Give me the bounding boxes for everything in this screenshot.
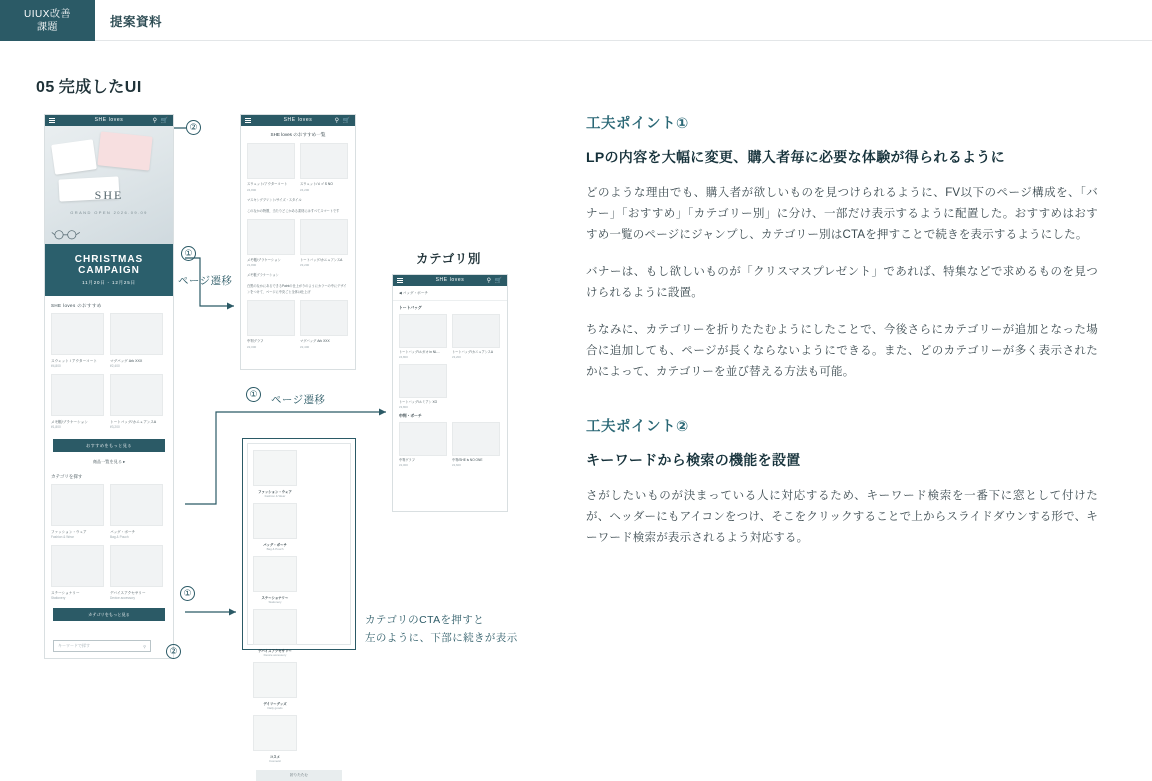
product-grid: [241, 143, 355, 192]
product-note: このなかの特徴、当たりどこかある素材にはすべてスマートです: [247, 208, 340, 213]
annotation-badge-2-top: ②: [186, 120, 201, 135]
category-name: デイリーグッズ: [263, 702, 287, 706]
category-name: デバイスアクセサリー: [258, 649, 292, 653]
annotation-page-move-2: ページ遷移: [271, 394, 326, 406]
product-name: 中判グラフ: [399, 458, 415, 462]
category-card[interactable]: [253, 556, 297, 604]
category-card[interactable]: [110, 545, 163, 600]
product-name: トートバッグ/ルミアン XO: [399, 400, 438, 404]
search-placeholder: キーワードで探す: [58, 643, 90, 648]
category-sub: Daily goods: [267, 706, 283, 710]
search-icon[interactable]: ⚲: [334, 117, 339, 124]
category-cta-button[interactable]: カテゴリをもっと見る: [53, 608, 165, 621]
search-icon[interactable]: ⚲: [143, 643, 146, 649]
annotation-badge-1-bottom: ①: [180, 586, 195, 601]
category-image: [253, 715, 297, 751]
product-name: トートバッグ/ルガオ in NL…: [399, 350, 441, 354]
category-sub: Stationery: [51, 596, 66, 600]
category-image: [253, 503, 297, 539]
point-1-subheading: LPの内容を大幅に変更、購入者毎に必要な体験が得られるように: [586, 149, 1005, 165]
category-group-title: トートバッグ: [399, 306, 422, 310]
annotation-badge-2-bottom: ②: [166, 644, 181, 659]
cart-icon[interactable]: 🛒: [494, 277, 502, 284]
annotation-badge-1-top: ①: [181, 246, 196, 261]
category-name: コスメ: [269, 755, 281, 759]
category-image: [253, 450, 297, 486]
product-name: スウェット/アウターコート: [247, 182, 288, 186]
app-header-bar: [45, 115, 173, 126]
product-price: ¥1,800: [51, 425, 61, 429]
category-image: [51, 545, 104, 587]
annotation-cta-note-1: カテゴリのCTAを押すと: [365, 614, 485, 626]
product-image: [247, 300, 295, 336]
recommend-section-label: SHE loves のおすすめ: [51, 303, 102, 308]
product-image: [399, 422, 447, 456]
product-price: ¥3,200: [452, 355, 461, 359]
product-price: ¥2,000: [399, 463, 408, 467]
product-image: [247, 143, 295, 179]
recommend-cta-button[interactable]: おすすめをもっと見る: [53, 439, 165, 452]
cart-icon[interactable]: 🛒: [160, 117, 168, 124]
category-image: [253, 662, 297, 698]
section-number: 05: [36, 79, 55, 96]
category-name: デバイスアクセサリー: [110, 591, 146, 595]
product-card[interactable]: [452, 422, 500, 467]
category-card[interactable]: [51, 545, 104, 600]
product-name: メモ帳/ブラケーション: [247, 257, 281, 262]
product-name: スウェット/ロゴ S NO: [300, 182, 333, 186]
product-price: ¥4,800: [247, 187, 257, 192]
hero-visual: [45, 126, 173, 244]
app-header-bar: [393, 275, 507, 286]
category-sub: Bag & Pouch: [110, 535, 129, 539]
app-header-bar: [241, 115, 355, 126]
category-group-title: 中判・ボーチ: [399, 414, 422, 418]
product-card[interactable]: [110, 313, 163, 368]
product-card[interactable]: [399, 314, 447, 359]
point-2-block: [586, 415, 1098, 549]
product-name: スウェット / アウターコート: [51, 359, 97, 363]
annotation-badge-1-mid: ①: [246, 387, 261, 402]
header-tag-line2: 課題: [37, 21, 58, 33]
product-price: ¥1,800: [247, 263, 257, 267]
product-card[interactable]: [300, 219, 348, 268]
brand-logo: SHE loves: [94, 117, 124, 123]
mock-category-detail: [392, 274, 508, 512]
category-image: [253, 556, 297, 592]
product-price: ¥3,800: [399, 405, 408, 409]
breadcrumb-label: バッグ・ポーチ: [402, 291, 428, 295]
product-name: マグバッグ Ark XXX: [110, 359, 143, 363]
category-sub: Device accessory: [263, 653, 287, 657]
product-image: [399, 314, 447, 348]
category-image: [51, 484, 104, 526]
hero-subtitle: GRAND OPEN 2026.09.09: [70, 210, 148, 215]
product-price: ¥2,400: [110, 364, 120, 368]
category-card[interactable]: [253, 662, 297, 710]
mock-lp-home: [44, 114, 174, 659]
product-price: ¥3,200: [300, 263, 310, 267]
product-image: [300, 300, 348, 336]
hero-card-1: [51, 139, 97, 175]
explanation-column: [586, 112, 1098, 565]
product-image: [452, 422, 500, 456]
category-image: [110, 545, 163, 587]
product-image: [399, 364, 447, 398]
category-sub: Fashion & Wear: [264, 494, 286, 498]
product-price: ¥4,800: [399, 355, 408, 359]
point-1-paragraph-3: ちなみに、カテゴリーを折りたたむようにしたことで、今後さらにカテゴリーが追加となった場合に追加しても、ページが長くならないようにできる。また、どのカテゴリーが多く表示されたかによって、カテゴリーを並び替える方法も可能。: [586, 324, 1098, 378]
product-card[interactable]: [300, 300, 348, 349]
category-name: バッグ・ポーチ: [110, 530, 136, 534]
product-grid: [393, 422, 507, 467]
product-card[interactable]: [452, 314, 500, 359]
glasses-icon: [51, 228, 83, 240]
mock-recommend-list: [240, 114, 356, 370]
section-title-text: 完成したUI: [58, 79, 142, 96]
product-card[interactable]: [300, 143, 348, 192]
product-card[interactable]: [51, 313, 104, 368]
category-card[interactable]: [51, 484, 104, 539]
category-sub: Cosmetic: [268, 759, 282, 763]
category-card[interactable]: [253, 609, 297, 657]
product-price: ¥3,200: [110, 425, 120, 429]
point-2-paragraph-1: さがしたいものが決まっている人に対応するため、キーワード検索を一番下に窓として付けたが、ヘッダーにもアイコンをつけ、そこをクリックすることで上からスライドダウンする形で、キーワード検索が表示されるよう対応する。: [586, 490, 1098, 544]
category-sub: Device accessory: [110, 596, 135, 600]
product-card[interactable]: [247, 300, 295, 349]
product-grid: [241, 219, 355, 268]
category-grid: [248, 444, 350, 763]
product-name: 中判/SHE is NO ONE: [452, 458, 483, 462]
breadcrumb[interactable]: ◀ バッグ・ポーチ: [393, 286, 507, 301]
banner-period: 11月20日 - 12月25日: [82, 280, 136, 285]
product-card[interactable]: [399, 364, 447, 409]
category-grid: [45, 484, 173, 600]
product-price: ¥2,000: [247, 344, 257, 349]
hero-card-2: [97, 131, 152, 170]
product-name: トートバッグ/カニュアンスA: [300, 257, 343, 262]
collapse-cta-button[interactable]: 折りたたむ: [256, 770, 342, 781]
product-card[interactable]: [247, 219, 295, 268]
product-card[interactable]: [51, 374, 104, 429]
category-sub: Bag & Pouch: [266, 547, 284, 551]
banner-title-1: CHRISTMAS: [74, 254, 144, 265]
category-card[interactable]: [253, 715, 297, 763]
category-section-label: カテゴリを探す: [51, 474, 83, 479]
category-sub: Fashion & Wear: [51, 535, 74, 539]
product-card[interactable]: [110, 374, 163, 429]
menu-icon[interactable]: [397, 278, 403, 279]
product-image: [110, 313, 163, 355]
category-name: バッグ・ポーチ: [263, 543, 287, 547]
product-price: ¥4,200: [300, 187, 310, 192]
list-title: SHE loves のおすすめ一覧: [270, 132, 326, 137]
category-name: ファッション・ウェア: [51, 530, 87, 534]
category-name: ステーショナリー: [261, 596, 289, 600]
product-card[interactable]: [399, 422, 447, 467]
product-image: [51, 313, 104, 355]
product-card[interactable]: [247, 143, 295, 192]
tab-proposal[interactable]: 提案資料: [110, 15, 163, 29]
category-image: [253, 609, 297, 645]
product-image: [452, 314, 500, 348]
product-image: [247, 219, 295, 255]
product-image: [300, 143, 348, 179]
mock-category-expanded: [247, 443, 351, 777]
category-name: ステーショナリー: [51, 591, 80, 595]
product-name: 中判グラフ: [247, 339, 264, 343]
category-image: [110, 484, 163, 526]
brand-logo: SHE loves: [283, 117, 313, 123]
product-price: ¥2,600: [452, 463, 461, 467]
annotation-cta-note-2: 左のように、下部に続きが表示: [365, 632, 518, 644]
menu-icon[interactable]: [245, 118, 251, 119]
product-note: マスキングプリント/サイズ・スタイル: [247, 197, 302, 202]
recommend-grid: [45, 313, 173, 429]
product-price: ¥4,800: [51, 364, 61, 368]
brand-logo: SHE loves: [435, 277, 465, 283]
banner-title-2: CAMPAIGN: [78, 265, 140, 276]
point-1-paragraph-2: バナーは、もし欲しいものが「クリスマスプレゼント」であれば、特集などで求めるものを見つけられるように設置。: [586, 266, 1098, 299]
search-input[interactable]: [53, 640, 151, 652]
product-name: トートバッグ/カニュアンスA: [452, 350, 493, 354]
menu-icon[interactable]: [49, 118, 55, 119]
header-tag-line1: UIUX改善: [24, 8, 71, 20]
campaign-banner[interactable]: [45, 244, 173, 296]
hero-title: SHE: [94, 188, 124, 202]
product-image: [300, 219, 348, 255]
product-name: トートバッグ/カニュアンスA: [110, 420, 157, 424]
category-card[interactable]: [253, 503, 297, 551]
category-sub: Stationery: [268, 600, 282, 604]
point-1-heading: 工夫ポイント①: [586, 116, 689, 132]
product-name: メモ帳/ブラケーション: [51, 420, 88, 424]
point-2-heading: 工夫ポイント②: [586, 419, 689, 435]
category-card[interactable]: [253, 450, 297, 498]
annotation-page-move-1: ページ遷移: [178, 275, 233, 287]
point-1-paragraph-1: どのような理由でも、購入者が欲しいものを見つけられるように、FV以下のページ構成を、「バナー」「おすすめ」「カテゴリー別」に分け、一部だけ表示するように配置した。おすすめはおすすめ一覧のページにジャンプし、カテゴリー別はCTAを押すことで続きを表示するようにした。: [586, 187, 1098, 241]
category-section-heading: カテゴリ別: [416, 252, 482, 266]
product-grid: [393, 314, 507, 409]
product-image: [51, 374, 104, 416]
product-note: メモ帳ブラケーション: [247, 273, 279, 277]
product-price: ¥2,400: [300, 344, 310, 349]
category-name: ファッション・ウェア: [258, 490, 292, 494]
product-grid: [241, 300, 355, 349]
search-icon[interactable]: ⚲: [486, 277, 491, 284]
point-2-subheading: キーワードから検索の機能を設置: [586, 452, 801, 468]
search-icon[interactable]: ⚲: [152, 117, 157, 124]
product-note: 白黒のなかにあるできるPaintの仕上がりのようにカラーの中にデザインをつけて、ページに中央ごと全体は仕上げ: [247, 284, 347, 294]
product-name: マグバッグ Ark XXX: [300, 339, 330, 343]
category-card[interactable]: [110, 484, 163, 539]
product-image: [110, 374, 163, 416]
all-products-link[interactable]: 商品一覧を見る ▸: [92, 459, 126, 464]
cart-icon[interactable]: 🛒: [342, 117, 350, 124]
